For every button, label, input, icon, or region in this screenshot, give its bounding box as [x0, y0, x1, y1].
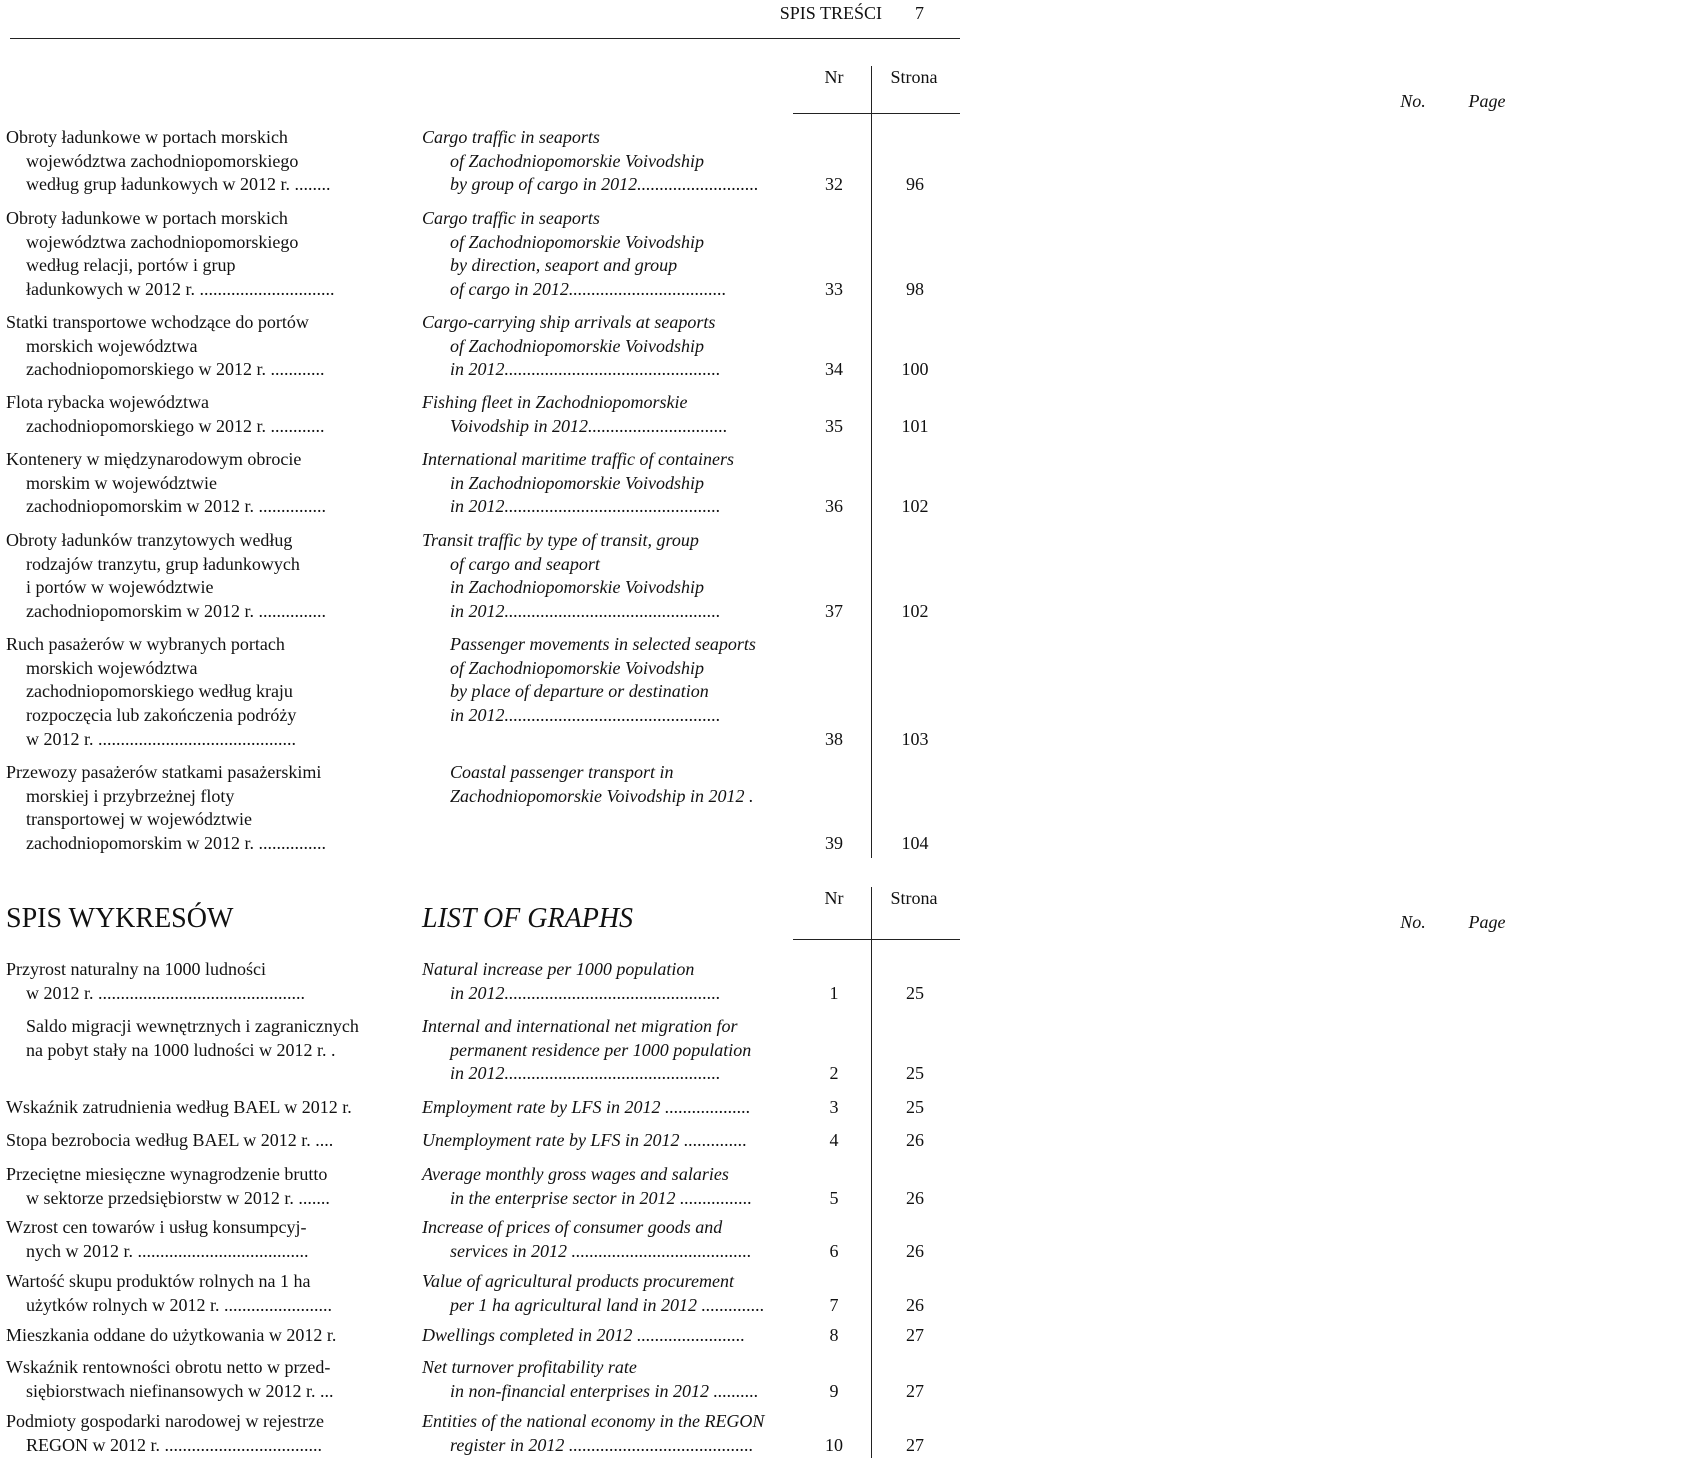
toc-entry-number: 37 [825, 601, 843, 622]
toc-entry [0, 448, 960, 519]
graphs-title-line: REGON w 2012 r. ................................... [26, 1434, 322, 1455]
graphs-entry [0, 1216, 960, 1263]
graphs-entry-number: 3 [829, 1096, 839, 1117]
toc-col-no-label: No. [1400, 90, 1426, 111]
toc-title-line: International maritime traffic of containers [422, 449, 734, 469]
graphs-col-nr-label: Nr [824, 888, 844, 908]
toc-entry-page: 101 [901, 415, 929, 436]
toc-col-strona-label: Strona [890, 67, 938, 87]
graphs-entry [0, 1356, 960, 1403]
toc-title-line: w 2012 r. ............................................ [26, 728, 296, 749]
toc-entry-number: 39 [825, 833, 843, 854]
toc-title-line: in 2012................................................ [450, 601, 721, 622]
graphs-entry [0, 1163, 960, 1210]
toc-entry-number: 36 [825, 496, 843, 517]
toc-entry-title-en [422, 126, 812, 197]
toc-entry-number: 34 [825, 359, 843, 380]
graphs-entry-number: 1 [829, 982, 839, 1003]
graphs-title-line: Wskaźnik rentowności obrotu netto w przed- [6, 1357, 331, 1377]
toc-entry [0, 633, 960, 752]
toc-title-line: zachodniopomorskim w 2012 r. ............... [26, 833, 326, 854]
toc-title-line: of cargo and seaport [450, 553, 600, 574]
toc-title-line: of Zachodniopomorskie Voivodship [450, 657, 704, 678]
graphs-title-line: in the enterprise sector in 2012 ................ [450, 1187, 752, 1208]
toc-title-line: rozpoczęcia lub zakończenia podróży [26, 705, 297, 726]
graphs-entry-title-pl [6, 1129, 398, 1153]
toc-title-line: Flota rybacka województwa [6, 392, 209, 412]
graphs-entry-title-pl [6, 1163, 398, 1210]
toc-title-line: Transit traffic by type of transit, group [422, 530, 699, 550]
graphs-title-line: Podmioty gospodarki narodowej w rejestrze [6, 1411, 324, 1431]
graphs-title-line: per 1 ha agricultural land in 2012 .............. [450, 1294, 765, 1315]
toc-title-line: of Zachodniopomorskie Voivodship [450, 150, 704, 171]
toc-title-line: i portów w województwie [26, 577, 214, 598]
graphs-entry [0, 958, 960, 1005]
graphs-title-line: Wartość skupu produktów rolnych na 1 ha [6, 1271, 311, 1291]
toc-entry-page: 103 [901, 728, 929, 749]
graphs-title-line: Net turnover profitability rate [422, 1357, 637, 1377]
graphs-entry-number: 8 [829, 1324, 839, 1345]
toc-title-line: morskim w województwie [26, 472, 217, 493]
graphs-title-line: Stopa bezrobocia według BAEL w 2012 r. .... [6, 1130, 334, 1150]
toc-entry [0, 761, 960, 856]
graphs-title-line: nych w 2012 r. ...................................... [26, 1240, 309, 1261]
graphs-title-line: siębiorstwach niefinansowych w 2012 r. ... [26, 1380, 334, 1401]
toc-entry-page: 100 [901, 359, 929, 380]
toc-title-line: morskich województwa [26, 657, 198, 678]
toc-title-line: według grup ładunkowych w 2012 r. ........ [26, 174, 331, 195]
graphs-title-line: użytków rolnych w 2012 r. ........................ [26, 1294, 332, 1315]
toc-entry-title-pl [6, 529, 398, 624]
toc-entry-title-pl [6, 633, 398, 752]
graphs-entry-page: 25 [906, 982, 924, 1003]
toc-entry [0, 529, 960, 624]
graphs-entry-title-en [422, 1410, 812, 1457]
graphs-entry [0, 1015, 960, 1086]
graphs-title-line: register in 2012 ......................................... [450, 1434, 754, 1455]
toc-entry-number: 32 [825, 174, 843, 195]
graphs-title-line: Przeciętne miesięczne wynagrodzenie brutto [6, 1164, 328, 1184]
graphs-col-strona-label: Strona [890, 888, 938, 908]
graphs-entry-page: 26 [906, 1294, 924, 1315]
graphs-title-line: Employment rate by LFS in 2012 ................... [422, 1097, 751, 1117]
graphs-entry-title-en [422, 1324, 812, 1348]
graphs-title-line: in 2012................................................ [450, 982, 721, 1003]
toc-entry-title-pl [6, 311, 398, 382]
graphs-entry-title-pl [6, 958, 398, 1005]
graphs-entry-title-en [422, 958, 812, 1005]
toc-title-line: Przewozy pasażerów statkami pasażerskimi [6, 762, 322, 782]
toc-title-line: Obroty ładunkowe w portach morskich [6, 208, 288, 228]
toc-title-line: zachodniopomorskim w 2012 r. ............... [26, 496, 326, 517]
graphs-title-line: permanent residence per 1000 population [450, 1039, 752, 1060]
toc-title-line: Obroty ładunkowe w portach morskich [6, 127, 288, 147]
toc-title-line: Obroty ładunków tranzytowych według [6, 530, 293, 550]
graphs-entry-page: 26 [906, 1240, 924, 1261]
toc-title-line: rodzajów tranzytu, grup ładunkowych [26, 553, 300, 574]
graphs-entry-number: 10 [825, 1434, 843, 1455]
toc-entry-title-en [422, 448, 812, 519]
toc-title-line: Coastal passenger transport in [450, 762, 674, 782]
toc-title-line: of Zachodniopomorskie Voivodship [450, 335, 704, 356]
graphs-title-line: w 2012 r. .............................................. [26, 982, 305, 1003]
graphs-entry-number: 9 [829, 1380, 839, 1401]
graphs-entry-page: 27 [906, 1380, 924, 1401]
toc-title-line: of cargo in 2012................................... [450, 279, 727, 300]
graphs-entry-number: 5 [829, 1187, 839, 1208]
toc-title-line: in Zachodniopomorskie Voivodship [450, 472, 704, 493]
graphs-col-page-label: Page [1468, 911, 1506, 932]
graphs-title-line: Natural increase per 1000 population [422, 959, 695, 979]
graphs-entry-title-pl [6, 1270, 398, 1317]
running-header [10, 0, 960, 39]
toc-entry [0, 207, 960, 302]
graphs-entry [0, 1096, 960, 1120]
graphs-entry-title-pl [6, 1015, 398, 1062]
toc-title-line: transportowej w województwie [26, 809, 252, 830]
toc-entry [0, 126, 960, 197]
graphs-entry [0, 1324, 960, 1348]
graphs-entry-title-pl [6, 1324, 398, 1348]
header-page-number: 7 [915, 3, 924, 23]
toc-entry-title-en [422, 633, 812, 728]
graphs-title-line: Saldo migracji wewnętrznych i zagranicznych [26, 1016, 359, 1036]
toc-title-line: Cargo traffic in seaports [422, 208, 600, 228]
graphs-title-line: w sektorze przedsiębiorstw w 2012 r. ....... [26, 1187, 330, 1208]
graphs-title-line: Przyrost naturalny na 1000 ludności [6, 959, 266, 979]
toc-title-line: Cargo traffic in seaports [422, 127, 600, 147]
toc-title-line: Cargo-carrying ship arrivals at seaports [422, 312, 716, 332]
toc-title-line: morskiej i przybrzeżnej floty [26, 785, 235, 806]
toc-entry-title-en [422, 391, 812, 438]
graphs-entry-number: 4 [829, 1129, 839, 1150]
toc-col-nr-label: Nr [824, 67, 844, 87]
toc-entry-title-en [422, 207, 812, 302]
graphs-entry-page: 26 [906, 1129, 924, 1150]
graphs-entry-title-pl [6, 1216, 398, 1263]
graphs-entry-page: 25 [906, 1063, 924, 1084]
toc-entry-page: 96 [906, 174, 924, 195]
graphs-entry-title-en [422, 1096, 812, 1120]
graphs-title-line: na pobyt stały na 1000 ludności w 2012 r. . [26, 1039, 336, 1060]
toc-entry-page: 102 [901, 601, 929, 622]
graphs-entry-title-en [422, 1216, 812, 1263]
toc-entry-number: 35 [825, 415, 843, 436]
toc-title-line: morskich województwa [26, 335, 198, 356]
toc-title-line: zachodniopomorskim w 2012 r. ............... [26, 601, 326, 622]
graphs-entry-page: 26 [906, 1187, 924, 1208]
graphs-title-line: Average monthly gross wages and salaries [422, 1164, 729, 1184]
toc-title-line: by direction, seaport and group [450, 255, 678, 276]
graphs-entry-title-en [422, 1163, 812, 1210]
toc-title-line: Kontenery w międzynarodowym obrocie [6, 449, 302, 469]
graphs-title-line: Mieszkania oddane do użytkowania w 2012 r. [6, 1325, 337, 1345]
toc-entry-number: 33 [825, 279, 843, 300]
graphs-entry-title-pl [6, 1096, 398, 1120]
graphs-title-line: in non-financial enterprises in 2012 .......... [450, 1380, 759, 1401]
toc-entry-title-pl [6, 448, 398, 519]
graphs-entry-title-pl [6, 1410, 398, 1457]
toc-title-line: in 2012................................................ [450, 496, 721, 517]
toc-title-line: by group of cargo in 2012........................... [450, 174, 759, 195]
graphs-entry-title-en [422, 1129, 812, 1153]
toc-title-line: zachodniopomorskiego w 2012 r. ............ [26, 359, 325, 380]
graphs-title-line: Wskaźnik zatrudnienia według BAEL w 2012 r. [6, 1097, 352, 1117]
graphs-title-line: in 2012................................................ [450, 1063, 721, 1084]
graphs-entry-title-en [422, 1015, 812, 1086]
toc-title-line: Ruch pasażerów w wybranych portach [6, 634, 285, 654]
toc-title-line: zachodniopomorskiego w 2012 r. ............ [26, 415, 325, 436]
graphs-entry-title-pl [6, 1356, 398, 1403]
graphs-section-title-en: LIST OF GRAPHS [422, 903, 634, 934]
graphs-entry-page: 25 [906, 1096, 924, 1117]
graphs-entry-page: 27 [906, 1324, 924, 1345]
graphs-entry-page: 27 [906, 1434, 924, 1455]
toc-entry-title-pl [6, 207, 398, 302]
toc-title-line: Fishing fleet in Zachodniopomorskie [422, 392, 688, 412]
toc-entry-number: 38 [825, 728, 843, 749]
graphs-title-line: Dwellings completed in 2012 ........................ [422, 1325, 745, 1345]
graphs-entry-number: 2 [829, 1063, 839, 1084]
graphs-entry [0, 1270, 960, 1317]
toc-entry-title-pl [6, 126, 398, 197]
graphs-header-rule [793, 939, 960, 940]
toc-title-line: in 2012................................................ [450, 359, 721, 380]
graphs-title-line: Increase of prices of consumer goods and [422, 1217, 723, 1237]
toc-title-line: zachodniopomorskiego według kraju [26, 681, 293, 702]
toc-entry-title-en [422, 529, 812, 624]
graphs-title-line: Value of agricultural products procurement [422, 1271, 734, 1291]
toc-entry-title-pl [6, 761, 398, 856]
toc-title-line: in Zachodniopomorskie Voivodship [450, 577, 704, 598]
header-title: SPIS TREŚCI [779, 3, 882, 23]
toc-entry-title-pl [6, 391, 398, 438]
graphs-entry [0, 1129, 960, 1153]
toc-entry [0, 391, 960, 438]
graphs-title-line: Unemployment rate by LFS in 2012 .............. [422, 1130, 747, 1150]
graphs-title-line: Wzrost cen towarów i usług konsumpcyj- [6, 1217, 307, 1237]
toc-title-line: Passenger movements in selected seaports [450, 634, 756, 654]
toc-entry-title-en [422, 761, 812, 808]
toc-entry-page: 98 [906, 279, 924, 300]
toc-title-line: Zachodniopomorskie Voivodship in 2012 . [450, 785, 754, 806]
toc-title-line: in 2012................................................ [450, 705, 721, 726]
graphs-entry-title-en [422, 1270, 812, 1317]
graphs-title-line: Entities of the national economy in the REGON [422, 1411, 765, 1431]
toc-title-line: Statki transportowe wchodzące do portów [6, 312, 309, 332]
toc-col-page-label: Page [1468, 90, 1506, 111]
graphs-entry-number: 7 [829, 1294, 839, 1315]
toc-entry [0, 311, 960, 382]
graphs-entry-title-en [422, 1356, 812, 1403]
toc-title-line: województwa zachodniopomorskiego [26, 150, 299, 171]
toc-title-line: by place of departure or destination [450, 681, 709, 702]
graphs-title-line: Internal and international net migration for [422, 1016, 738, 1036]
graphs-title-line: services in 2012 ........................................ [450, 1240, 752, 1261]
graphs-entry-number: 6 [829, 1240, 839, 1261]
toc-title-line: of Zachodniopomorskie Voivodship [450, 231, 704, 252]
graphs-col-no-label: No. [1400, 911, 1426, 932]
toc-title-line: Voivodship in 2012............................... [450, 415, 728, 436]
toc-entry-title-en [422, 311, 812, 382]
toc-title-line: ładunkowych w 2012 r. .............................. [26, 279, 335, 300]
graphs-entry [0, 1410, 960, 1457]
toc-entry-page: 102 [901, 496, 929, 517]
toc-title-line: województwa zachodniopomorskiego [26, 231, 299, 252]
toc-title-line: według relacji, portów i grup [26, 255, 236, 276]
toc-entry-page: 104 [901, 833, 929, 854]
graphs-section-title-pl: SPIS WYKRESÓW [6, 903, 234, 934]
toc-header-rule [793, 113, 960, 114]
